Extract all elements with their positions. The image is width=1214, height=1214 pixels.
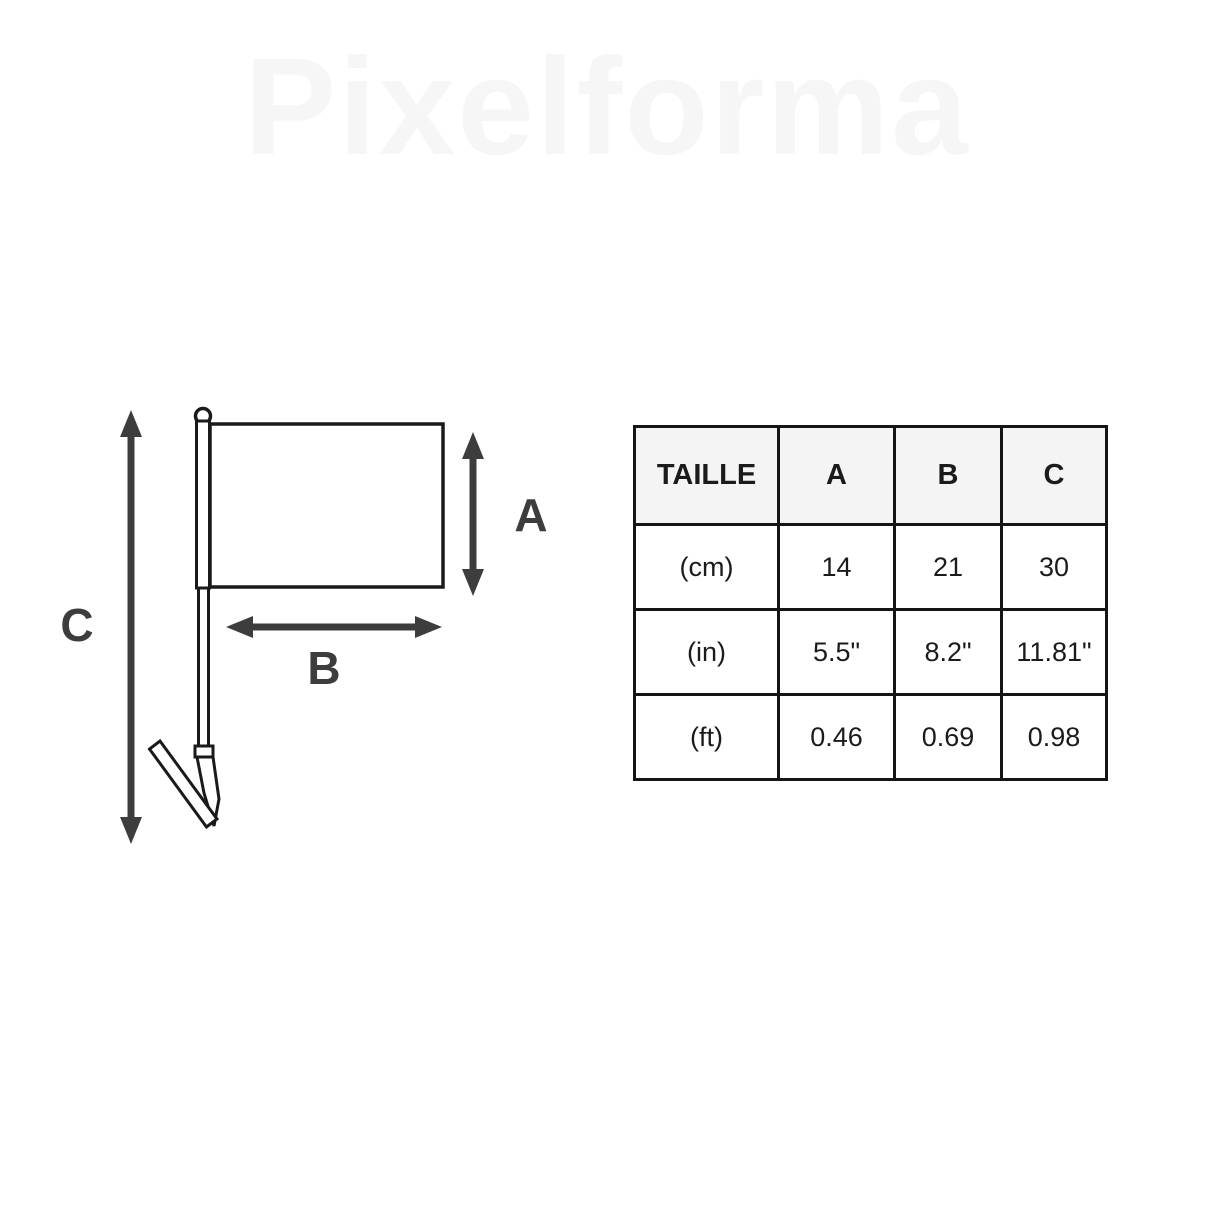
header-cell-c: C	[1002, 427, 1107, 525]
flag-rect	[210, 424, 443, 587]
dimension-label-c: C	[60, 599, 94, 651]
header-cell-b: B	[895, 427, 1002, 525]
value-cell-in-c: 11.81"	[1002, 610, 1107, 695]
flag-pole-lower	[199, 588, 209, 747]
value-cell-ft-b: 0.69	[895, 695, 1002, 780]
flag-pole-upper	[197, 421, 210, 588]
dimension-arrow-b	[226, 616, 442, 638]
value-cell-cm-b: 21	[895, 525, 1002, 610]
table-row-cm	[635, 525, 1107, 610]
header-cell-taille: TAILLE	[635, 427, 779, 525]
table-row-ft	[635, 695, 1107, 780]
value-cell-ft-a: 0.46	[779, 695, 895, 780]
table-row-in	[635, 610, 1107, 695]
dimension-label-a: A	[514, 489, 548, 541]
value-cell-in-b: 8.2"	[895, 610, 1002, 695]
unit-cell-in: (in)	[635, 610, 779, 695]
size-table	[633, 425, 1108, 781]
value-cell-ft-c: 0.98	[1002, 695, 1107, 780]
dimension-arrow-c	[120, 410, 142, 844]
value-cell-cm-c: 30	[1002, 525, 1107, 610]
flag-diagram	[0, 0, 600, 900]
dimension-label-b: B	[307, 642, 341, 694]
unit-cell-cm: (cm)	[635, 525, 779, 610]
value-cell-in-a: 5.5"	[779, 610, 895, 695]
table-header-row	[635, 427, 1107, 525]
pole-collar	[195, 746, 213, 757]
header-cell-a: A	[779, 427, 895, 525]
dimension-arrow-a	[462, 432, 484, 596]
value-cell-cm-a: 14	[779, 525, 895, 610]
watermark-text: Pixelforma	[244, 30, 970, 184]
unit-cell-ft: (ft)	[635, 695, 779, 780]
